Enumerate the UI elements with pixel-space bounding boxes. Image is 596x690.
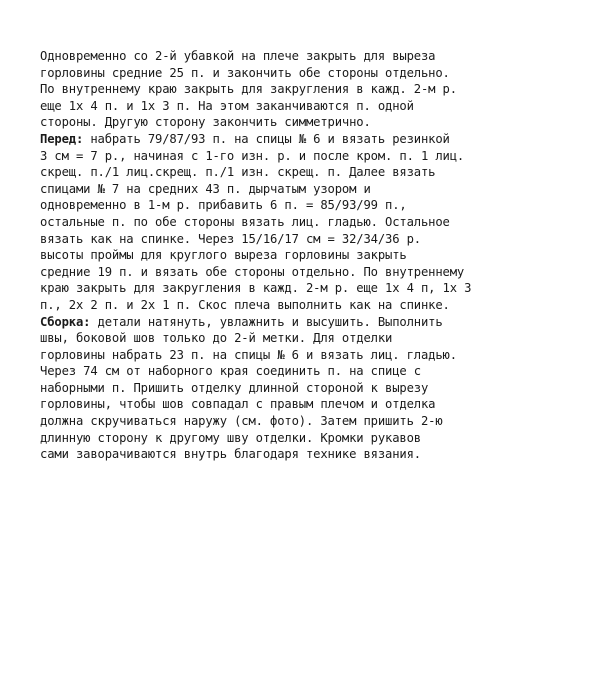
line-text: еще 1х 4 п. и 1х 3 п. На этом заканчиваются п. одной (40, 98, 414, 113)
text-line (40, 164, 560, 181)
line-text: 3 см = 7 р., начиная с 1-го изн. р. и после кром. п. 1 лиц. (40, 148, 465, 163)
line-text: остальные п. по обе стороны вязать лиц. гладью. Остальное (40, 214, 450, 229)
text-line (40, 347, 560, 364)
line-text: скрещ. п./1 лиц.скрещ. п./1 изн. скрещ. п. Далее вязать (40, 165, 436, 180)
text-line (40, 396, 560, 413)
line-text: горловины набрать 23 п. на спицы № 6 и вязать лиц. гладью. (40, 347, 457, 362)
line-text: средние 19 п. и вязать обе стороны отдельно. По внутреннему (40, 264, 465, 279)
line-text: детали натянуть, увлажнить и высушить. Выполнить (90, 314, 443, 329)
section-heading-assembly: Сборка: (40, 314, 91, 329)
line-text: длинную сторону к другому шву отделки. Кромки рукавов (40, 430, 421, 445)
section-heading-front: Перед: (40, 131, 84, 146)
line-text: вязать как на спинке. Через 15/16/17 см = 32/34/36 р. (40, 231, 421, 246)
text-line (40, 48, 560, 65)
line-text: швы, боковой шов только до 2-й метки. Для отделки (40, 331, 393, 346)
text-line (40, 231, 560, 248)
line-text: одновременно в 1-м р. прибавить 6 п. = 85/93/99 п., (40, 198, 407, 213)
text-line (40, 280, 560, 297)
instructions-text (40, 48, 560, 463)
text-line (40, 380, 560, 397)
text-line (40, 297, 560, 314)
text-line (40, 330, 560, 347)
text-line (40, 131, 560, 148)
line-text: спицами № 7 на средних 43 п. дырчатым узором и (40, 181, 371, 196)
text-line (40, 446, 560, 463)
text-line (40, 214, 560, 231)
text-line (40, 148, 560, 165)
line-text: Через 74 см от наборного края соединить п. на спице с (40, 364, 421, 379)
text-line (40, 413, 560, 430)
text-line (40, 314, 560, 331)
text-line (40, 363, 560, 380)
text-line (40, 247, 560, 264)
line-text: сами заворачиваются внутрь благодаря технике вязания. (40, 447, 421, 462)
line-text: должна скручиваться наружу (см. фото). Затем пришить 2-ю (40, 414, 443, 429)
line-text: По внутреннему краю закрыть для закругления в кажд. 2-м р. (40, 82, 457, 97)
line-text: краю закрыть для закругления в кажд. 2-м р. еще 1х 4 п, 1х 3 (40, 281, 472, 296)
text-line (40, 114, 560, 131)
line-text: Одновременно со 2-й убавкой на плече закрыть для выреза (40, 49, 436, 63)
text-line (40, 264, 560, 281)
line-text: п., 2х 2 п. и 2х 1 п. Скос плеча выполнить как на спинке. (40, 297, 450, 312)
text-line (40, 81, 560, 98)
line-text: стороны. Другую сторону закончить симметрично. (40, 115, 371, 130)
line-text: наборными п. Пришить отделку длинной стороной к вырезу (40, 380, 429, 395)
text-line (40, 181, 560, 198)
text-line (40, 430, 560, 447)
line-text: горловины, чтобы шов совпадал с правым плечом и отделка (40, 397, 436, 412)
text-line (40, 98, 560, 115)
line-text: горловины средние 25 п. и закончить обе стороны отдельно. (40, 65, 450, 80)
line-text: набрать 79/87/93 п. на спицы № 6 и вязать резинкой (83, 131, 450, 146)
text-line (40, 65, 560, 82)
line-text: высоты проймы для круглого выреза горловины закрыть (40, 248, 407, 263)
text-line (40, 197, 560, 214)
